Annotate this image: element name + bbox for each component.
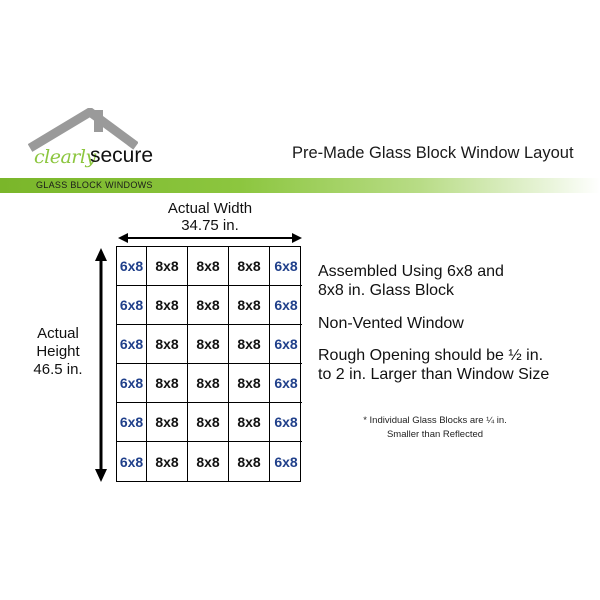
brand-tagline: GLASS BLOCK WINDOWS	[36, 180, 153, 190]
height-label-line1: Actual	[37, 325, 79, 342]
glass-block-6x8-cell: 6x8	[117, 286, 147, 325]
width-label	[140, 200, 280, 234]
glass-block-8x8-cell: 8x8	[147, 247, 188, 286]
glass-block-6x8-cell: 6x8	[270, 286, 302, 325]
width-label-line1: Actual Width	[167, 200, 253, 217]
glass-block-6x8-cell: 6x8	[117, 325, 147, 364]
glass-block-8x8-cell: 8x8	[229, 442, 270, 481]
rough-opening-line1: Rough Opening should be ½ in.	[318, 347, 544, 364]
glass-block-8x8-cell: 8x8	[147, 325, 188, 364]
footnote	[340, 414, 530, 442]
page-title: Pre-Made Glass Block Window Layout	[292, 144, 574, 162]
footnote-line1: * Individual Glass Blocks are ¼ in.	[363, 415, 507, 426]
rough-opening-line2: to 2 in. Larger than Window Size	[318, 366, 550, 383]
glass-block-8x8-cell: 8x8	[188, 364, 229, 403]
glass-block-8x8-cell: 8x8	[147, 442, 188, 481]
glass-block-8x8-cell: 8x8	[188, 247, 229, 286]
assembly-info-line1: Assembled Using 6x8 and	[318, 263, 504, 280]
vent-info-text: Non-Vented Window	[318, 315, 464, 332]
glass-block-6x8-cell: 6x8	[117, 364, 147, 403]
logo-word-clearly: clearly	[34, 146, 96, 168]
glass-block-6x8-cell: 6x8	[270, 247, 302, 286]
glass-block-8x8-cell: 8x8	[188, 442, 229, 481]
height-arrow-icon	[94, 248, 108, 482]
glass-block-8x8-cell: 8x8	[147, 403, 188, 442]
glass-block-6x8-cell: 6x8	[117, 247, 147, 286]
footnote-line2: Smaller than Reflected	[386, 429, 484, 440]
rough-opening-info	[318, 346, 549, 384]
glass-block-6x8-cell: 6x8	[117, 442, 147, 481]
glass-block-8x8-cell: 8x8	[188, 286, 229, 325]
vent-info	[318, 314, 464, 333]
glass-block-8x8-cell: 8x8	[147, 364, 188, 403]
glass-block-8x8-cell: 8x8	[229, 403, 270, 442]
logo-word-secure: secure	[90, 144, 154, 167]
glass-block-8x8-cell: 8x8	[147, 286, 188, 325]
glass-block-6x8-cell: 6x8	[117, 403, 147, 442]
assembly-info-line2: 8x8 in. Glass Block	[318, 282, 455, 299]
glass-block-8x8-cell: 8x8	[229, 286, 270, 325]
glass-block-6x8-cell: 6x8	[274, 453, 298, 470]
assembly-info	[318, 262, 504, 300]
glass-block-8x8-cell: 8x8	[188, 325, 229, 364]
glass-block-6x8-cell: 6x8	[270, 364, 302, 403]
brand-logo	[0, 0, 300, 200]
height-label	[14, 325, 102, 379]
glass-block-8x8-cell: 8x8	[229, 364, 270, 403]
glass-block-6x8-cell: 6x8	[270, 403, 302, 442]
glass-block-8x8-cell: 8x8	[229, 247, 270, 286]
glass-block-grid	[116, 246, 301, 482]
glass-block-8x8-cell: 8x8	[188, 403, 229, 442]
height-label-line2: Height	[36, 343, 80, 360]
width-label-value: 34.75 in.	[181, 217, 239, 234]
glass-block-8x8-cell: 8x8	[229, 325, 270, 364]
width-arrow-icon	[118, 232, 302, 244]
height-label-value: 46.5 in.	[33, 361, 83, 378]
glass-block-6x8-cell: 6x8	[270, 325, 302, 364]
